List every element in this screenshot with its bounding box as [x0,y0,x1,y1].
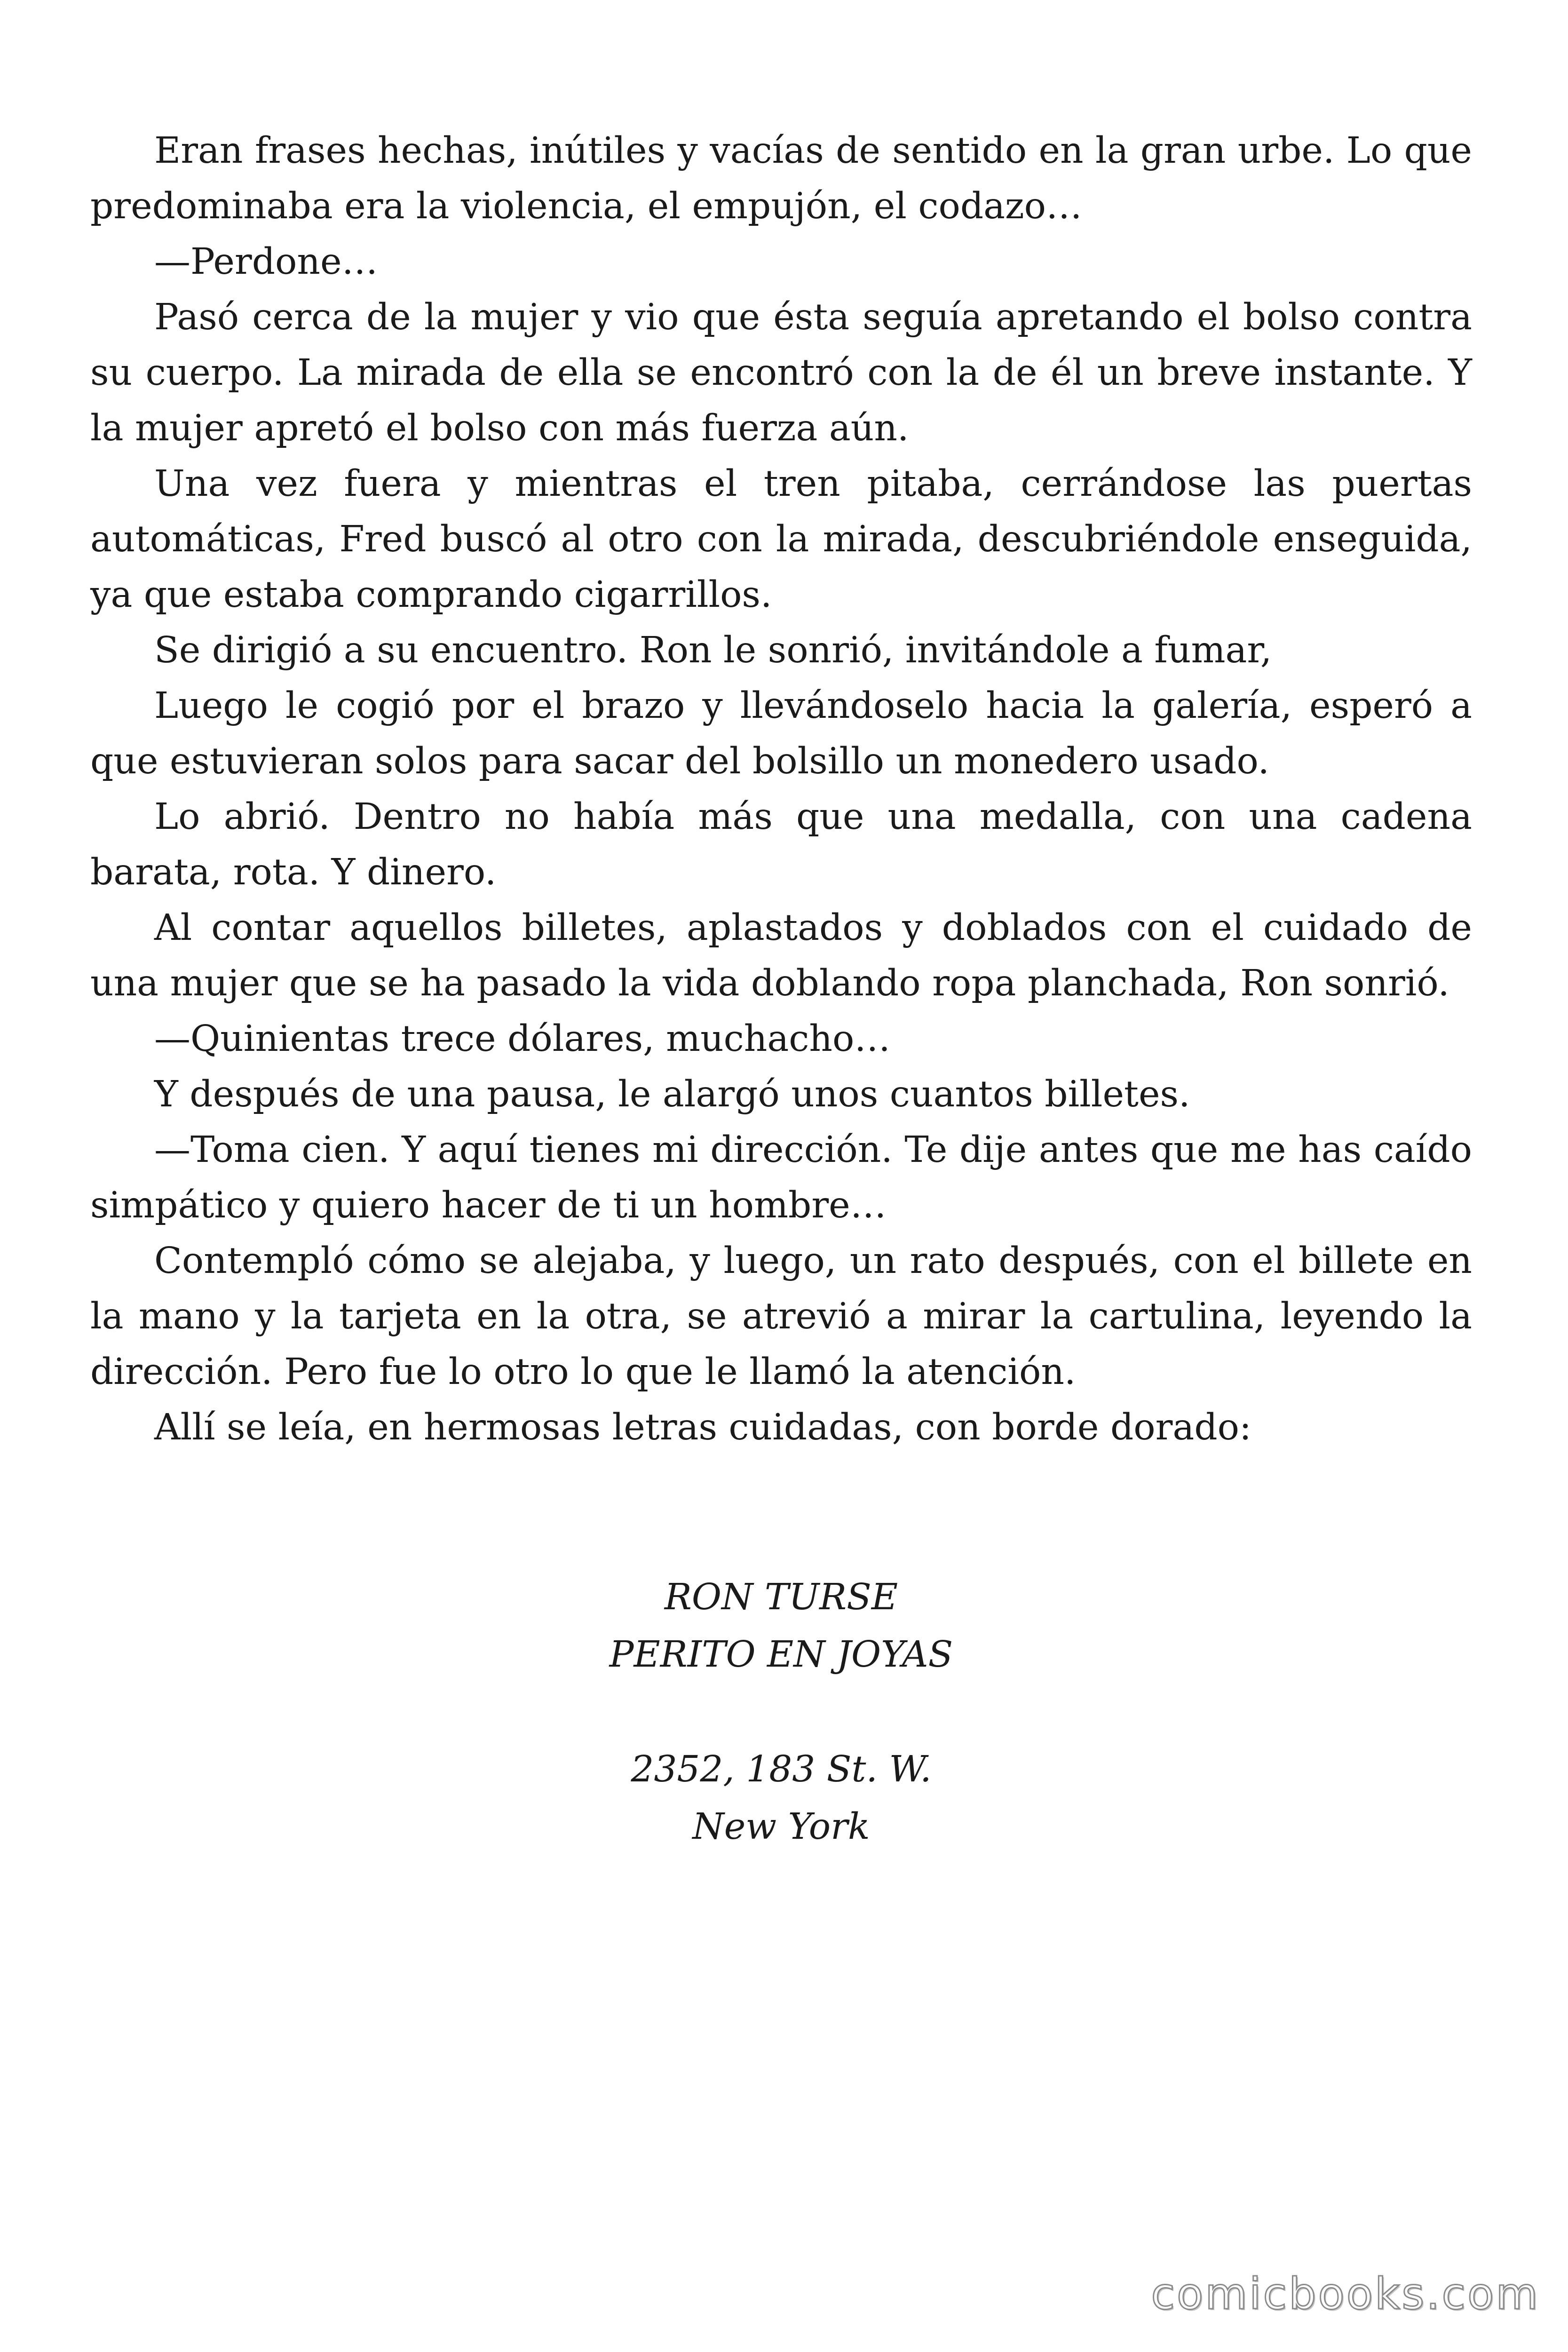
paragraph: Una vez fuera y mientras el tren pitaba, cerrándose las puertas automáticas, Fred buscó al otro con la mirada, descubriéndole enseguida, ya que estaba comprando cigarrillos. [90,463,1472,616]
paragraph: Se dirigió a su encuentro. Ron le sonrió, invitándole a fumar, [154,629,1272,671]
paragraph: Y después de una pausa, le alargó unos cuantos billetes. [154,1073,1190,1115]
paragraph: Pasó cerca de la mujer y vio que ésta seguía apretando el bolso contra su cuerpo. La mirada de ella se encontró con la de él un breve instante. Y la mujer apretó el bolso con más fuerza aún. [90,296,1472,449]
paragraph: Lo abrió. Dentro no había más que una medalla, con una cadena barata, rota. Y dinero. [90,796,1472,893]
paragraph: Eran frases hechas, inútiles y vacías de sentido en la gran urbe. Lo que predominaba era la violencia, el empujón, el codazo… [90,130,1472,227]
paragraph: Luego le cogió por el brazo y llevándoselo hacia la galería, esperó a que estuvieran solos para sacar del bolsillo un monedero usado. [90,685,1472,782]
paragraph: —Toma cien. Y aquí tienes mi dirección. Te dije antes que me has caído simpático y quiero hacer de ti un hombre… [90,1129,1472,1226]
card-city: New York [692,1806,870,1848]
card-address: 2352, 183 St. W. [631,1748,932,1790]
body-text [90,123,1472,1455]
paragraph: Al contar aquellos billetes, aplastados y doblados con el cuidado de una mujer que se ha pasado la vida doblando ropa planchada, Ron sonrió. [90,907,1472,1004]
business-card-text [90,1569,1472,1856]
card-profession: PERITO EN JOYAS [609,1634,953,1676]
card-spacer [90,1684,1472,1741]
paragraph: Allí se leía, en hermosas letras cuidadas, con borde dorado: [154,1406,1251,1448]
card-name: RON TURSE [664,1576,898,1618]
watermark: comicbooks.com [1151,2269,1540,2319]
paragraph: —Perdone… [154,241,378,283]
paragraph: Contempló cómo se alejaba, y luego, un rato después, con el billete en la mano y la tarjeta en la otra, se atrevió a mirar la cartulina, leyendo la dirección. Pero fue lo otro lo que le llamó la atención. [90,1240,1472,1393]
paragraph: —Quinientas trece dólares, muchacho… [154,1018,891,1060]
